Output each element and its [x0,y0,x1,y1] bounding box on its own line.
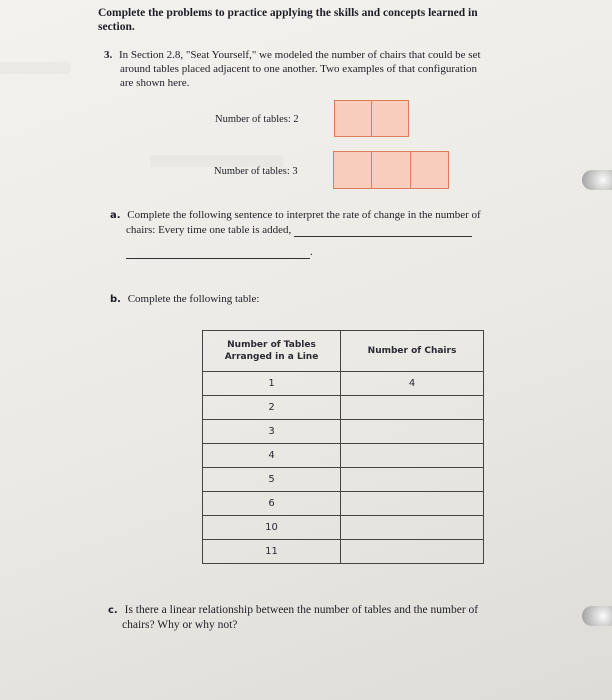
table-block [372,101,408,136]
table-block [411,152,448,188]
bleed-through-text: ▒▒▒▒▒▒▒▒▒ [0,62,71,74]
tables-cell: 6 [203,492,341,516]
chairs-cell[interactable] [341,468,484,492]
table-row [203,420,484,444]
table-row [203,372,484,396]
table-row [203,396,484,420]
part-b-label: b. [110,294,121,305]
tables-cell: 4 [203,444,341,468]
part-c-line-1: Is there a linear relationship between the number of tables and the number of [124,604,479,616]
table-row [203,540,484,564]
chairs-cell[interactable] [341,516,484,540]
question-number: 3. [104,49,113,61]
chairs-table [202,330,484,564]
table-block [334,152,372,188]
part-b [110,293,259,305]
part-a [110,208,560,259]
chairs-cell[interactable] [341,420,484,444]
table-row [203,468,484,492]
tables-cell: 1 [203,372,341,396]
question-3 [104,48,544,90]
answer-blank-line[interactable] [294,236,472,237]
part-c [108,603,558,632]
intro-line-1: Complete the problems to practice applying the skills and concepts learned in [98,7,478,19]
header-tables-line-2: Arranged in a Line [224,352,319,362]
table-block [335,101,372,136]
table-header-row [203,331,484,372]
chairs-cell[interactable] [341,492,484,516]
part-b-text: Complete the following table: [127,293,260,305]
answer-blank-line[interactable] [126,258,310,259]
chairs-cell[interactable] [341,396,484,420]
part-a-line-1: Complete the following sentence to interpret the rate of change in the number of [127,209,481,221]
table-row [203,444,484,468]
part-c-label: c. [108,605,118,616]
chairs-cell[interactable] [341,444,484,468]
question-3-line-3: are shown here. [120,77,190,89]
header-chairs: Number of Chairs [341,331,484,372]
example-caption-3-tables: Number of tables: 3 [214,166,298,177]
question-3-line-1: In Section 2.8, "Seat Yourself," we modeled the number of chairs that could be set [119,49,481,61]
tables-cell: 11 [203,540,341,564]
chairs-cell[interactable] [341,540,484,564]
table-block [372,152,410,188]
part-a-line-2: chairs: Every time one table is added, [126,224,292,236]
table-row [203,492,484,516]
table-row [203,516,484,540]
intro-line-2: section. [98,21,135,33]
sentence-period: . [310,246,313,258]
binder-ring [582,170,612,190]
example-caption-2-tables: Number of tables: 2 [215,114,299,125]
intro-text [98,6,478,34]
table-diagram-3 [333,151,449,189]
header-tables-line-1: Number of Tables [227,340,316,350]
tables-cell: 10 [203,516,341,540]
part-c-line-2: chairs? Why or why not? [122,619,238,631]
header-tables [203,331,341,372]
question-3-line-2: around tables placed adjacent to one another. Two examples of that configuration [120,63,478,75]
tables-cell: 3 [203,420,341,444]
part-a-label: a. [110,210,121,221]
bleed-through-text: ▒▒▒▒▒▒▒▒▒▒▒▒▒▒▒▒▒ [150,155,283,167]
tables-cell: 5 [203,468,341,492]
binder-ring [582,606,612,626]
tables-cell: 2 [203,396,341,420]
table-diagram-2 [334,100,409,137]
chairs-cell[interactable]: 4 [341,372,484,396]
